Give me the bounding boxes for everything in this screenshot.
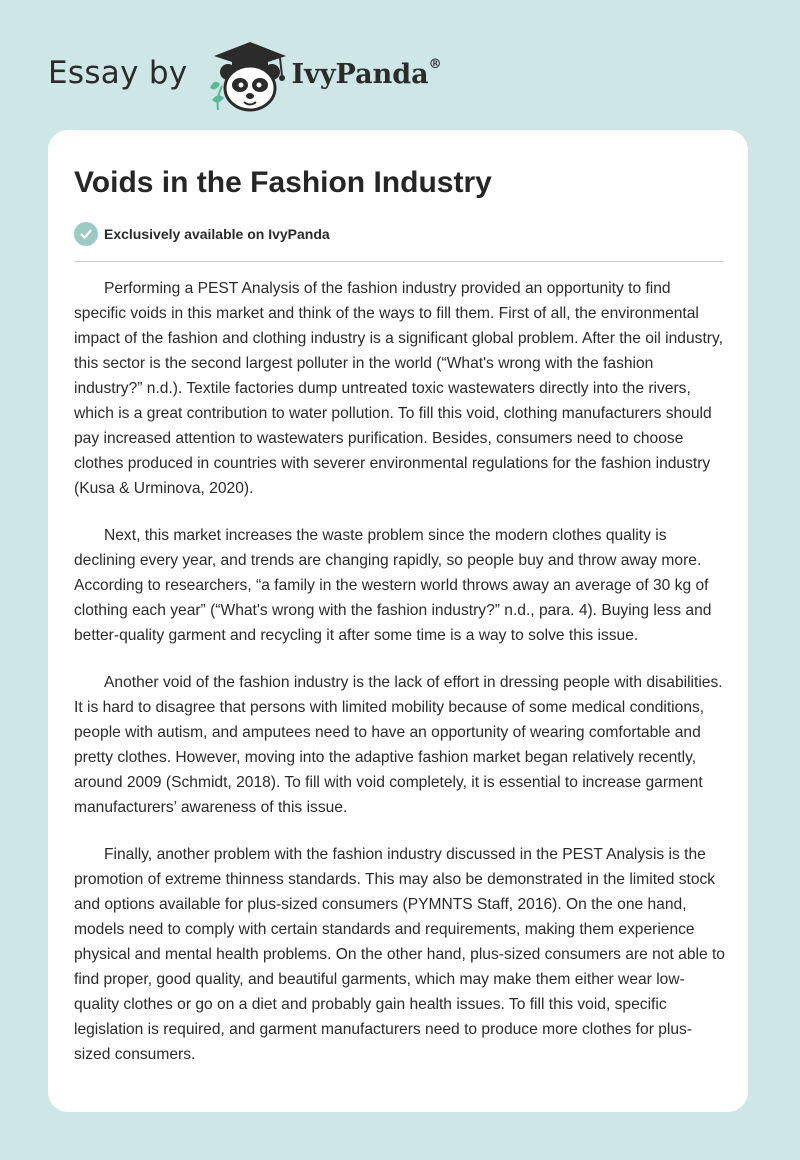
brand-name[interactable]: IvyPanda® bbox=[291, 56, 442, 90]
essay-paragraph: Next, this market increases the waste problem since the modern clothes quality is declining every year, and trends are changing rapidly, so people buy and throw away more. According to researchers, “a family in the western world throws away an average of 30 kg of clothing each year” (“What's wrong with the fashion industry?” n.d., para. 4). Buying less and better-quality garment and recycling it after some time is a way to solve this issue. bbox=[74, 527, 712, 644]
essay-by-label: Essay by bbox=[48, 55, 188, 91]
essay-paragraph: Another void of the fashion industry is the lack of effort in dressing people with disabilities. It is hard to disagree that persons with limited mobility because of some medical conditions, people with autism, and amputees need to have an opportunity of wearing comfortable and pretty clothes. However, moving into the adaptive fashion market began relatively recently, around 2009 (Schmidt, 2018). To fill with void completely, it is essential to increase garment manufacturers’ awareness of this issue. bbox=[74, 674, 723, 816]
site-header bbox=[48, 36, 442, 116]
panda-graduate-icon[interactable] bbox=[204, 38, 288, 114]
essay-body bbox=[74, 276, 726, 1089]
divider bbox=[74, 261, 723, 262]
essay-card bbox=[48, 130, 748, 1112]
essay-paragraph: Finally, another problem with the fashion industry discussed in the PEST Analysis is the promotion of extreme thinness standards. This may also be demonstrated in the limited stock and options available for plus-sized consumers (PYMNTS Staff, 2016). On the one hand, models need to comply with certain standards and requirements, making them experience physical and mental health problems. On the other hand, plus-sized consumers are not able to find proper, good quality, and beautiful garments, which may make them either wear low-quality clothes or go on a diet and probably gain health issues. To fill this void, specific legislation is required, and garment manufacturers need to produce more clothes for plus-sized consumers. bbox=[74, 846, 725, 1063]
registered-mark: ® bbox=[428, 56, 442, 72]
check-circle-icon bbox=[74, 222, 98, 246]
exclusive-badge bbox=[74, 222, 330, 246]
exclusive-badge-label: Exclusively available on IvyPanda bbox=[104, 226, 330, 242]
page-title: Voids in the Fashion Industry bbox=[74, 166, 492, 199]
essay-paragraph: Performing a PEST Analysis of the fashion industry provided an opportunity to find specific voids in this market and think of the ways to fill them. First of all, the environmental impact of the fashion and clothing industry is a significant global problem. After the oil industry, this sector is the second largest polluter in the world (“What's wrong with the fashion industry?” n.d.). Textile factories dump untreated toxic wastewaters directly into the rivers, which is a great contribution to water pollution. To fill this void, clothing manufacturers should pay increased attention to wastewaters purification. Besides, consumers need to choose clothes produced in countries with severer environmental regulations for the fashion industry (Kusa & Urminova, 2020). bbox=[74, 280, 723, 497]
